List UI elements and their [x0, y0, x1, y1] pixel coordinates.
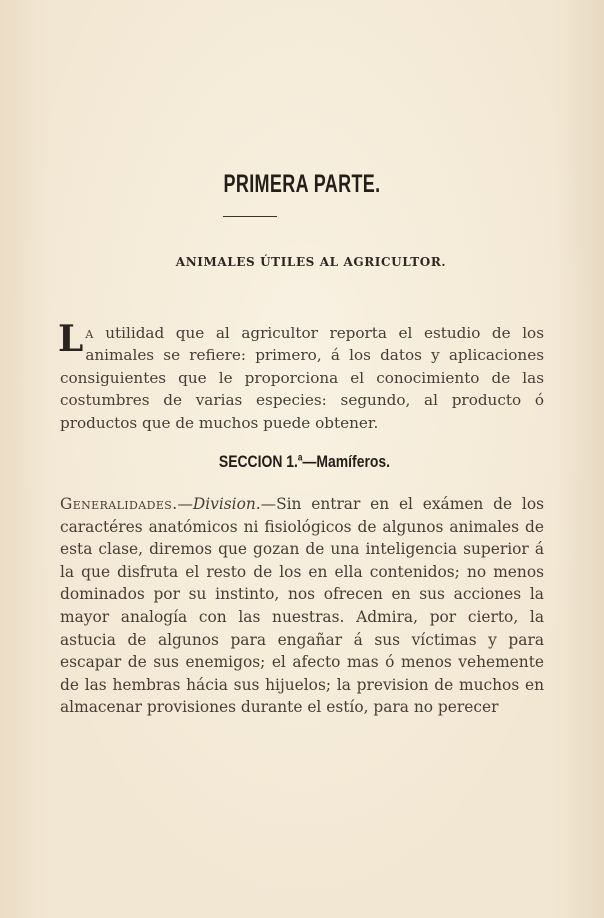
intro-text: utilidad que al agricultor reporta el estudio de los animales se refiere: primero, á los datos y aplicaciones consiguientes que le proporciona el conocimiento de las costumbres de varias especies: segundo, al producto ó productos que de muchos puede obtener.	[60, 324, 544, 432]
chapter-subtitle: ANIMALES ÚTILES AL AGRICULTOR.	[175, 255, 447, 269]
title-divider	[223, 216, 277, 217]
drop-cap-rest: a	[85, 324, 94, 342]
part-title: PRIMERA PARTE.	[223, 170, 381, 198]
section-prefix: SECCION 1.	[218, 452, 298, 471]
body-text: —Sin entrar en el exámen de los caractéres anatómicos ni fisiológicos de algunos animales de esta clase, diremos que gozan de una inteligencia superior á la que disfruta el resto de los en ella contenidos; no menos dominados por su instinto, nos ofrecen en sus acciones la mayor analogía con las nuestras. Admira, por cierto, la astucia de algunos para engañar á sus víctimas y para escapar de sus enemigos; el afecto mas ó menos vehemente de las hembras hácia sus hijuelos; la prevision de muchos en almacenar provisiones durante el estío, para no perecer	[60, 495, 544, 717]
body-dash: —	[177, 495, 193, 513]
section-name: —Mamíferos.	[302, 452, 391, 471]
drop-cap: L	[58, 318, 84, 360]
body-lead: Generalidades.	[60, 495, 178, 513]
body-italic: Division.	[192, 495, 261, 513]
intro-paragraph	[58, 318, 544, 434]
section-superscript: a	[297, 452, 303, 464]
body-paragraph	[60, 493, 544, 719]
section-heading	[54, 452, 549, 472]
